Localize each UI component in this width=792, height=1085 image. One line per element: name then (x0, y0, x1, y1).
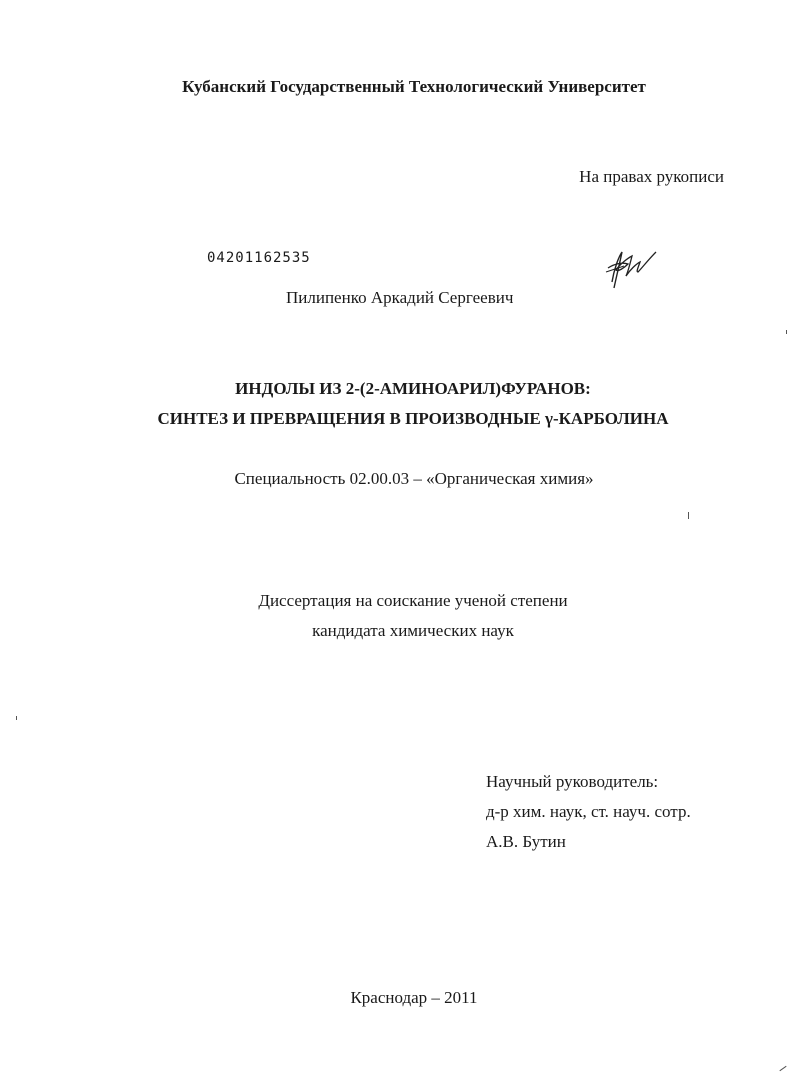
supervisor-degree: д-р хим. наук, ст. науч. сотр. (486, 802, 691, 821)
scan-speck (688, 512, 689, 519)
dissertation-title-line-1: ИНДОЛЫ ИЗ 2-(2-АМИНОАРИЛ)ФУРАНОВ: (235, 379, 591, 398)
scan-speck (16, 716, 17, 720)
degree-line-2: кандидата химических наук (312, 621, 514, 640)
scan-speck (786, 330, 787, 334)
university-name: Кубанский Государственный Технологический Университет (182, 77, 646, 96)
scan-speck (779, 1066, 786, 1071)
catalog-code: 04201162535 (207, 250, 311, 266)
city-year: Краснодар – 2011 (350, 988, 478, 1007)
specialty: Специальность 02.00.03 – «Органическая химия» (234, 469, 594, 488)
rights-notice: На правах рукописи (579, 167, 724, 186)
supervisor-name: А.В. Бутин (486, 832, 566, 851)
supervisor-label: Научный руководитель: (486, 772, 659, 791)
author-signature-icon (602, 246, 658, 292)
degree-line-1: Диссертация на соискание ученой степени (258, 591, 568, 610)
dissertation-title-line-2: СИНТЕЗ И ПРЕВРАЩЕНИЯ В ПРОИЗВОДНЫЕ γ-КАРБОЛИНА (157, 409, 669, 428)
author-name: Пилипенко Аркадий Сергеевич (286, 288, 514, 307)
